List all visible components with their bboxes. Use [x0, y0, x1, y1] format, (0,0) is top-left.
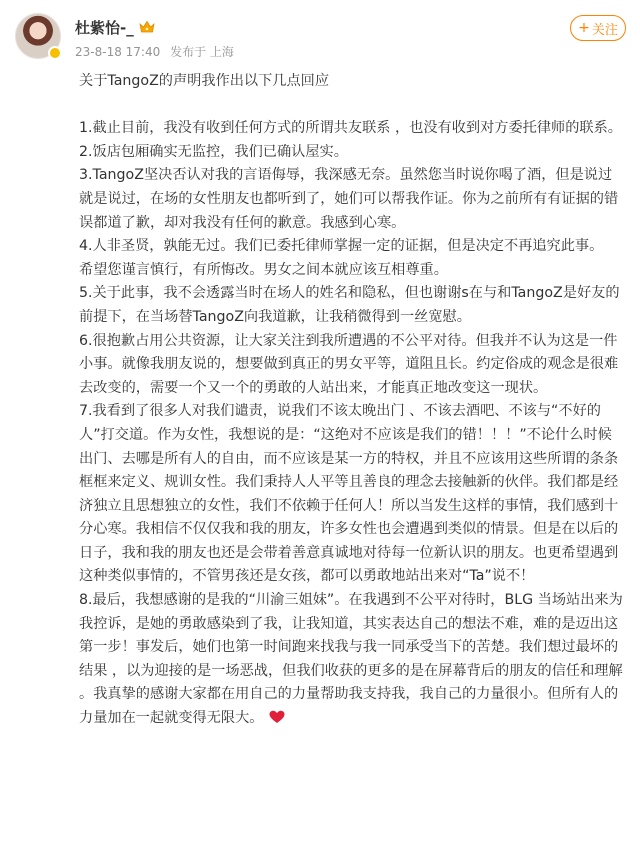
post-paragraph: 6.很抱歉占用公共资源，让大家关注到我所遭遇的不公平对待。但我并不认为这是一件小事。就像我朋友说的，想要做到真正的男女平等，道阻且长。约定俗成的观念是很难去改变的，需要一个又一个的勇敢的人站出来，才能真正地改变这一现状。 — [79, 332, 619, 396]
post-paragraph-last — [79, 589, 624, 731]
user-name-row — [75, 16, 155, 38]
post-paragraph: 3.TangoZ坚决否认对我的言语侮辱，我深感无奈。虽然您当时说你喝了酒，但是说过就是说过，在场的女性朋友也都听到了，她们可以帮我作证。你为之前所有有证据的错误都道了歉，却对我没有任何的歉意。我感到心寒。 — [79, 167, 619, 231]
post-paragraph: 7.我看到了很多人对我们谴责，说我们不该太晚出门 、不该去酒吧、不该与“不好的人”打交道。作为女性，我想说的是：“这绝对不应该是我们的错！！！”不论什么时候出门、去哪是所有人的自由，而不应该是某一方的特权，并且不应该用这些所谓的条条框框来定义、规训女性。我们秉持人人平等且善良的理念去接触新的伙伴。我们都是经济独立且思想独立的女性，我们不依赖于任何人！所以当发生这样的事情，我们感到十分心寒。我相信不仅仅我和我的朋友，许多女性也会遭遇到类似的情景。但是在以后的日子，我和我的朋友也还是会带着善意真诚地对待每一位新认识的朋友。也更希望遇到这种类似事情的，不管男孩还是女孩，都可以勇敢地站出来对“Ta”说不！ — [79, 403, 619, 585]
post-paragraph: 4.人非圣贤，孰能无过。我们已委托律师掌握一定的证据，但是决定不再追究此事。 — [79, 238, 604, 255]
post-paragraph: 5.关于此事，我不会透露当时在场人的姓名和隐私，但也谢谢s在与和TangoZ是好友的前提下，在当场替TangoZ向我道歉，让我稍微得到一丝宽慰。 — [79, 285, 620, 325]
post-meta — [75, 43, 240, 60]
post-paragraph-text: 8.最后，我想感谢的是我的“川渝三姐妹”。在我遇到不公平对待时，BLG 当场站出来为我控诉，是她的勇敢感染到了我，让我知道，其实表达自己的想法不难，难的是迈出这第一步！事发后，她们也第一时间跑来找我与我一同承受当下的苦楚。我们想过最坏的结果 ，以为迎接的是一场恶战，但我们收获的更多的是在屏幕背后的朋友的信任和理解 。我真挚的感谢大家都在用自己的力量帮助我支持我，我自己的力量很小。但所有人的力量加在一起就变得无限大。 — [79, 592, 623, 727]
post-header — [0, 0, 640, 70]
post-date[interactable]: 23-8-18 17:40 — [75, 45, 161, 59]
post-location: 发布于 上海 — [170, 45, 234, 59]
plus-icon: + — [578, 20, 590, 36]
avatar-container[interactable] — [15, 13, 61, 59]
crown-icon — [139, 20, 155, 34]
post-paragraph: 希望您谨言慎行，有所悔改。男女之间本就应该互相尊重。 — [79, 261, 448, 278]
post-paragraph: 1.截止目前，我没有收到任何方式的所谓共友联系 ，也没有收到对方委托律师的联系。 — [79, 120, 622, 137]
post-body — [79, 70, 624, 731]
follow-label: 关注 — [591, 22, 618, 38]
red-heart-icon — [269, 710, 285, 724]
post-paragraph: 2.饭店包厢确实无监控，我们已确认屋实。 — [79, 143, 348, 160]
follow-button[interactable] — [570, 15, 626, 41]
user-name[interactable]: 杜紫怡-_ — [75, 18, 134, 37]
verified-badge-icon — [48, 46, 62, 60]
post-intro: 关于TangoZ的声明我作出以下几点回应 — [79, 73, 330, 89]
